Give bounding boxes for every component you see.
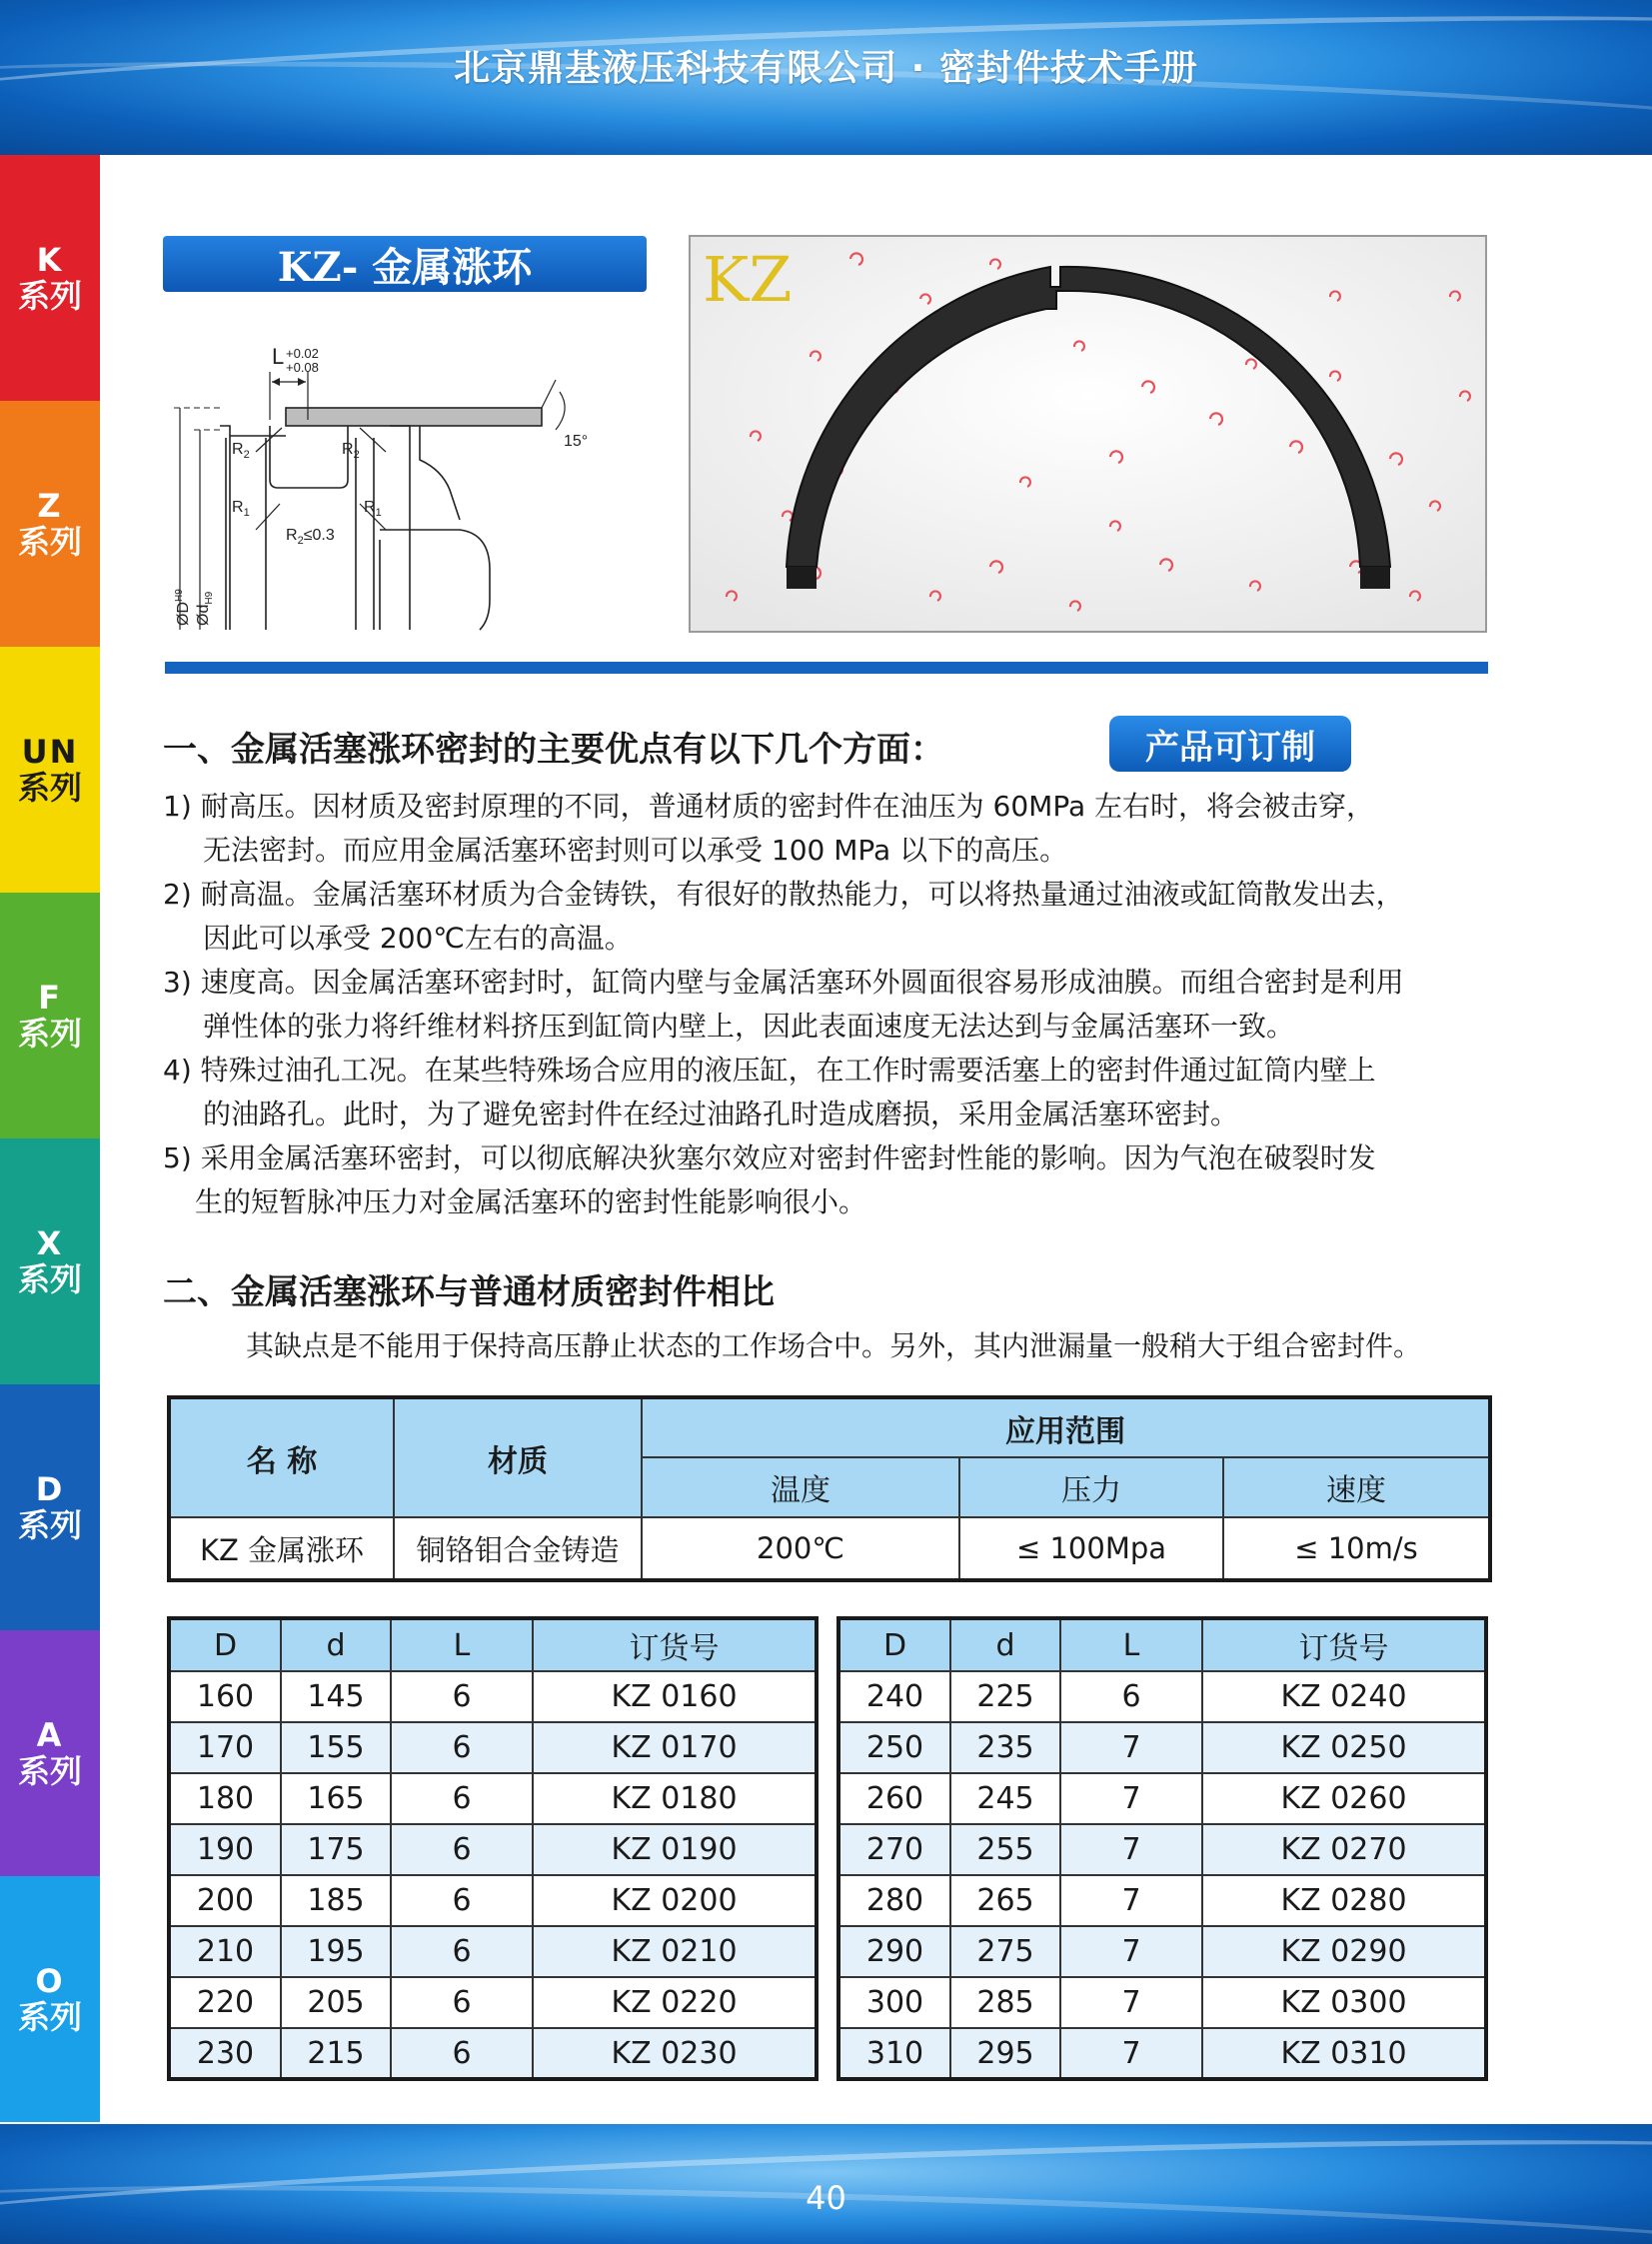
dim-l-tol-upper: +0.02 [286, 346, 319, 361]
table-row [169, 1875, 817, 1926]
table-cell: 155 [281, 1722, 391, 1773]
table-cell: 185 [281, 1875, 391, 1926]
table-cell: 240 [838, 1671, 950, 1722]
table-cell: 270 [838, 1824, 950, 1875]
comparison-heading: 二、金属活塞涨环与普通材质密封件相比 [163, 1272, 775, 1312]
photo-label: KZ [703, 243, 793, 316]
header-title: 北京鼎基液压科技有限公司 · 密封件技术手册 [454, 48, 1198, 89]
header-d-outer: D [838, 1618, 950, 1671]
table-cell: 170 [169, 1722, 281, 1773]
table-cell: 7 [1060, 1977, 1202, 2028]
list-item: 1) 耐高压。因材质及密封原理的不同，普通材质的密封件在油压为 60MPa 左右时，将会被击穿， 无法密封。而应用金属活塞环密封则可以承受 100 MPa 以下的高压。 [163, 790, 1375, 867]
page-footer [0, 2124, 1652, 2244]
dim-l-label: L [272, 344, 285, 369]
header-l: L [391, 1618, 533, 1671]
table-cell: 205 [281, 1977, 391, 2028]
table-cell: 6 [391, 1722, 533, 1773]
table-cell: 250 [838, 1722, 950, 1773]
list-item: 5) 采用金属活塞环密封，可以彻底解决狄塞尔效应对密封件密封性能的影响。因为气泡在破裂时发 生的短暂脉冲压力对金属活塞环的密封性能影响很小。 [163, 1141, 1376, 1218]
table-cell: KZ 0280 [1202, 1875, 1486, 1926]
table-cell: KZ 0310 [1202, 2028, 1486, 2079]
table-row [838, 1671, 1486, 1722]
col-speed-header: 速度 [1223, 1457, 1490, 1517]
list-item: 4) 特殊过油孔工况。在某些特殊场合应用的液压缸，在工作时需要活塞上的密封件通过缸筒内壁上 的油路孔。此时，为了避免密封件在经过油路孔时造成磨损，采用金属活塞环密封。 [163, 1054, 1376, 1130]
list-item: 3) 速度高。因金属活塞环密封时，缸筒内壁与金属活塞环外圆面很容易形成油膜。而组合密封是利用 弹性体的张力将纤维材料挤压到缸筒内壁上，因此表面速度无法达到与金属活塞环一致。 [163, 966, 1404, 1043]
table-cell: 7 [1060, 1773, 1202, 1824]
table-cell: 180 [169, 1773, 281, 1824]
cell-temp: 200℃ [642, 1517, 959, 1580]
table-cell: 265 [950, 1875, 1060, 1926]
table-cell: 285 [950, 1977, 1060, 2028]
r-note-label: R [286, 527, 298, 544]
side-tab-f[interactable] [0, 893, 100, 1138]
table-row [169, 1773, 817, 1824]
table-cell: 310 [838, 2028, 950, 2079]
header-order-no: 订货号 [533, 1618, 817, 1671]
table-cell: 6 [391, 1875, 533, 1926]
side-tab-label: 系列 [17, 1506, 82, 1544]
table-cell: KZ 0250 [1202, 1722, 1486, 1773]
table-cell: 230 [169, 2028, 281, 2079]
svg-text:R1: $R_1$ [364, 499, 382, 519]
side-tab-label: 系列 [17, 523, 82, 561]
header-l: L [1060, 1618, 1202, 1671]
table-cell: 7 [1060, 2028, 1202, 2079]
table-cell: KZ 0160 [533, 1671, 817, 1722]
side-tab-a[interactable] [0, 1630, 100, 1876]
table-cell: KZ 0200 [533, 1875, 817, 1926]
angle-label: 15° [564, 433, 589, 450]
table-cell: KZ 0270 [1202, 1824, 1486, 1875]
table-cell: KZ 0300 [1202, 1977, 1486, 2028]
side-tab-k[interactable] [0, 155, 100, 401]
r1-label-right: R [364, 499, 376, 516]
side-tab-label: 系列 [17, 769, 82, 807]
cell-pressure: ≤ 100Mpa [959, 1517, 1223, 1580]
table-cell: KZ 0190 [533, 1824, 817, 1875]
table-cell: 200 [169, 1875, 281, 1926]
table-cell: KZ 0210 [533, 1926, 817, 1977]
side-tab-label: 系列 [17, 277, 82, 315]
table-row [169, 1926, 817, 1977]
side-tab-label: 系列 [17, 1752, 82, 1790]
table-cell: 255 [950, 1824, 1060, 1875]
table-cell: 280 [838, 1875, 950, 1926]
table-cell: KZ 0220 [533, 1977, 817, 2028]
table-cell: KZ 0180 [533, 1773, 817, 1824]
col-temp-header: 温度 [642, 1457, 959, 1517]
side-tab-code: X [36, 1224, 64, 1262]
svg-text:R2≤0.3: $R_2\le 0.3$ [286, 527, 335, 547]
inner-dia-label: Ød [195, 604, 212, 626]
side-tab-x[interactable] [0, 1138, 100, 1384]
col-pressure-header: 压力 [959, 1457, 1223, 1517]
table-row [838, 1722, 1486, 1773]
table-cell: 7 [1060, 1875, 1202, 1926]
table-cell: 225 [950, 1671, 1060, 1722]
header-d-inner: d [281, 1618, 391, 1671]
side-tab-d[interactable] [0, 1384, 100, 1630]
table-row [169, 1977, 817, 2028]
table-cell: KZ 0170 [533, 1722, 817, 1773]
table-row [838, 1773, 1486, 1824]
table-cell: 295 [950, 2028, 1060, 2079]
cross-section-drawing [160, 320, 630, 640]
side-tab-code: A [36, 1716, 64, 1754]
svg-text:ØdH9: $Ød_{H9}$ [195, 591, 215, 626]
table-cell: 7 [1060, 1926, 1202, 1977]
side-tab-code: K [36, 241, 64, 279]
side-tab-code: UN [21, 733, 79, 771]
side-tab-code: D [35, 1470, 65, 1508]
table-cell: 210 [169, 1926, 281, 1977]
cell-material: 铜铬钼合金铸造 [394, 1517, 642, 1580]
col-material-header: 材质 [394, 1397, 642, 1517]
side-tab-code: F [38, 979, 62, 1017]
table-cell: 275 [950, 1926, 1060, 1977]
side-tab-code: O [35, 1962, 65, 2000]
table-row [838, 1875, 1486, 1926]
table-row [838, 1977, 1486, 2028]
side-tab-z[interactable] [0, 401, 100, 647]
table-cell: 260 [838, 1773, 950, 1824]
side-tab-code: Z [37, 487, 63, 525]
table-row [169, 1671, 817, 1722]
table-row [838, 2028, 1486, 2079]
table-cell: 7 [1060, 1824, 1202, 1875]
cell-name: KZ 金属涨环 [169, 1517, 394, 1580]
table-row [169, 1824, 817, 1875]
advantages-heading: 一、金属活塞涨环密封的主要优点有以下几个方面： [163, 730, 944, 770]
table-cell: 235 [950, 1722, 1060, 1773]
table-cell: 290 [838, 1926, 950, 1977]
table-cell: KZ 0230 [533, 2028, 817, 2079]
side-tab-un[interactable] [0, 647, 100, 893]
svg-text:R2: $R_2$ [342, 441, 360, 461]
side-tab-label: 系列 [17, 1998, 82, 2036]
r2-label-left: R [232, 441, 244, 458]
series-side-tabs [0, 155, 100, 2122]
col-name-header: 名 称 [169, 1397, 394, 1517]
product-title: KZ- 金属涨环 [163, 236, 647, 292]
comparison-note: 其缺点是不能用于保持高压静止状态的工作场合中。另外，其内泄漏量一般稍大于组合密封件。 [246, 1329, 1422, 1362]
table-cell: 165 [281, 1773, 391, 1824]
table-cell: 6 [1060, 1671, 1202, 1722]
r1-label-left: R [232, 499, 244, 516]
table-cell: 6 [391, 1977, 533, 2028]
customizable-badge: 产品可订制 [1109, 716, 1351, 772]
table-cell: 195 [281, 1926, 391, 1977]
advantages-list [163, 785, 1502, 1224]
table-cell: 145 [281, 1671, 391, 1722]
svg-text:R2: $R_2$ [232, 441, 250, 461]
side-tab-label: 系列 [17, 1015, 82, 1053]
table-cell: 7 [1060, 1722, 1202, 1773]
table-row [169, 2028, 817, 2079]
order-table-left [167, 1616, 819, 2081]
table-cell: 215 [281, 2028, 391, 2079]
header-d-inner: d [950, 1618, 1060, 1671]
outer-dia-label: ØD [175, 602, 192, 626]
col-range-header: 应用范围 [642, 1397, 1490, 1457]
table-cell: 6 [391, 1773, 533, 1824]
product-photo [689, 235, 1487, 633]
side-tab-o[interactable] [0, 1876, 100, 2122]
table-cell: KZ 0290 [1202, 1926, 1486, 1977]
page-number: 40 [806, 2179, 846, 2217]
table-cell: 190 [169, 1824, 281, 1875]
order-table-right [836, 1616, 1488, 2081]
table-row [169, 1517, 1490, 1580]
table-cell: 6 [391, 1824, 533, 1875]
header-order-no: 订货号 [1202, 1618, 1486, 1671]
table-row [838, 1824, 1486, 1875]
list-item: 2) 耐高温。金属活塞环材质为合金铸铁，有很好的散热能力，可以将热量通过油液或缸筒散发出去， 因此可以承受 200℃左右的高温。 [163, 878, 1404, 955]
svg-text:R1: $R_1$ [232, 499, 250, 519]
table-cell: KZ 0240 [1202, 1671, 1486, 1722]
table-row [838, 1926, 1486, 1977]
table-cell: 6 [391, 2028, 533, 2079]
table-cell: 160 [169, 1671, 281, 1722]
table-cell: KZ 0260 [1202, 1773, 1486, 1824]
application-range-table [167, 1395, 1492, 1582]
table-cell: 175 [281, 1824, 391, 1875]
table-cell: 220 [169, 1977, 281, 2028]
table-row [169, 1722, 817, 1773]
table-cell: 245 [950, 1773, 1060, 1824]
table-cell: 6 [391, 1926, 533, 1977]
svg-text:ØDH9: $ØD^{H9}$ [174, 589, 192, 626]
r2-label-right: R [342, 441, 354, 458]
table-cell: 300 [838, 1977, 950, 2028]
metal-ring-image [691, 237, 1487, 633]
side-tab-label: 系列 [17, 1260, 82, 1298]
page-header [0, 0, 1652, 155]
dim-l-tol-lower: +0.08 [286, 360, 319, 375]
table-cell: 6 [391, 1671, 533, 1722]
section-divider [165, 662, 1488, 674]
header-d-outer: D [169, 1618, 281, 1671]
cell-speed: ≤ 10m/s [1223, 1517, 1490, 1580]
